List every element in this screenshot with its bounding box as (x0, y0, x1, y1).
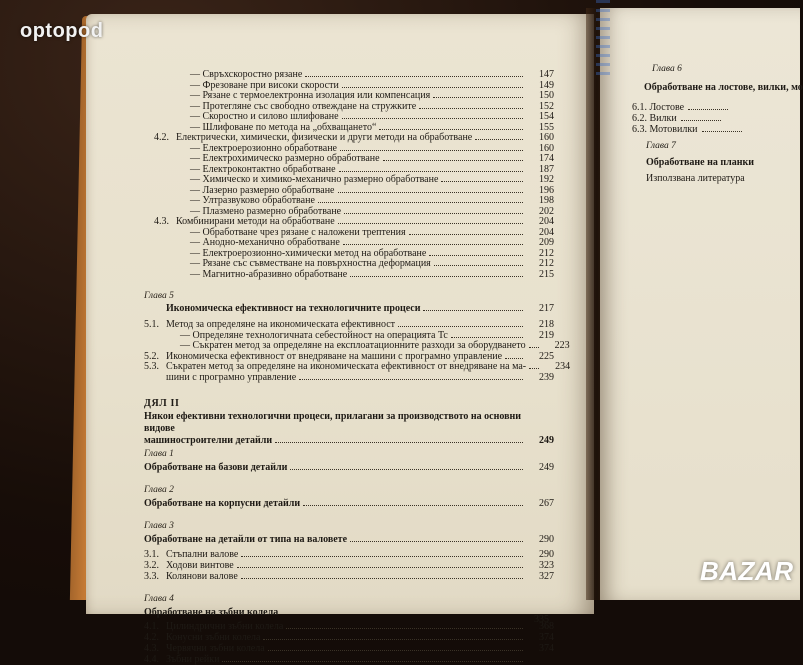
part-title-line: Някои ефективни технологични процеси, прилагани за производството на основни видове (144, 410, 522, 434)
toc-entry-number: 6.2. (632, 113, 650, 124)
dot-leader (423, 310, 523, 311)
toc-entry-title: Метод за определяне на икономическата ефективност (166, 319, 396, 330)
toc-entry-title: Електрически, химически, физически и други методи на обработване (176, 132, 473, 143)
toc-entry-page: 204 (539, 216, 554, 227)
dot-leader (268, 650, 523, 651)
toc-entry-page: 150 (539, 90, 554, 101)
toc-entry-page: 368 (539, 620, 554, 632)
toc-entry (632, 113, 721, 124)
dot-leader (342, 118, 523, 119)
toc-entry-page: 152 (539, 100, 554, 112)
toc-entry-number: 5.3. (144, 361, 159, 372)
dot-leader (241, 578, 523, 579)
toc-entry (168, 122, 554, 133)
watermark-text: optopod (20, 20, 104, 42)
toc-entry (168, 90, 554, 101)
toc-entry (168, 237, 554, 248)
dot-leader (303, 505, 523, 506)
toc-entry-page: 374 (539, 631, 554, 643)
toc-entry-page: 219 (539, 329, 554, 341)
toc-entry-number: 3.3. (144, 570, 159, 582)
toc-entry (144, 319, 554, 330)
toc-entry-title: — Електрохимическо размерно обработване (190, 153, 380, 164)
chapter-label: Глава 7 (646, 141, 676, 151)
toc-entry-page: 209 (539, 237, 554, 248)
toc-entry (144, 654, 554, 665)
toc-entry (168, 69, 554, 80)
toc-entry-page: 323 (539, 559, 554, 571)
toc-entry (168, 101, 554, 112)
chapter-title-line (144, 462, 554, 473)
chapter-page: 335 (534, 613, 549, 625)
toc-entry-page: 290 (539, 548, 554, 560)
toc-entry (168, 227, 554, 238)
chapter-title-line (144, 498, 554, 509)
dot-leader (338, 192, 524, 193)
dot-leader (529, 347, 539, 348)
toc-entry-title: Мотовилки (649, 124, 698, 135)
toc-entry-page: 187 (539, 163, 554, 175)
toc-entry-page: 215 (539, 268, 554, 280)
chapter-title-line (144, 534, 554, 545)
toc-entry (144, 571, 554, 582)
toc-entry-title: Комбинирани методи на обработване (176, 216, 335, 227)
toc-entry-title: — Магнитно-абразивно обработване (190, 268, 348, 280)
toc-entry (632, 102, 728, 113)
toc-entry (168, 174, 554, 185)
toc-entry-page: 204 (539, 226, 554, 238)
dot-leader (343, 244, 523, 245)
chapter-title: Обработване на лостове, вилки, мо (644, 82, 803, 93)
dot-leader (702, 131, 742, 132)
chapter-title: Обработване на зъбни колела (144, 606, 279, 618)
toc-entry-title: — Свръхскоростно рязане (190, 69, 303, 80)
chapter-label: Глава 6 (652, 64, 682, 74)
toc-entry (144, 351, 554, 362)
toc-entry (144, 549, 554, 560)
toc-entry-number: 4.2. (154, 132, 169, 143)
toc-entry-title: — Лазерно размерно обработване (190, 184, 335, 196)
toc-entry (144, 621, 554, 632)
toc-entry-number: 3.2. (144, 559, 159, 571)
part-title (144, 411, 554, 447)
toc-entry-page: 154 (539, 111, 554, 122)
chapter-page: 249 (539, 461, 554, 473)
toc-entry-title: — Определяне технологичната себестойност на операцията Tc (180, 329, 448, 341)
toc-entry-title: — Обработване чрез рязане с наложени трептения (190, 226, 406, 238)
toc-entry-number: 6.1. (632, 102, 650, 113)
toc-entry-title: — Рязане със съвместване на повърхностна деформация (190, 258, 431, 269)
part-page: 249 (539, 434, 554, 446)
dot-leader (429, 255, 523, 256)
toc-entry-title: — Шлифоване по метода на „обхващането“ (190, 121, 377, 133)
dot-leader (350, 541, 523, 542)
toc-entry-title: — Съкратен метод за определяне на експлоатационните разходи за оборудването (180, 340, 526, 351)
dot-leader (286, 628, 523, 629)
toc-entry-title: Икономическа ефективност от внедряване на машини с програмно управление (166, 350, 503, 362)
toc-entry-page: 212 (539, 247, 554, 259)
toc-entry-title: — Електроерозионно обработване (190, 142, 337, 154)
toc-entry (144, 361, 571, 372)
toc-entry-number: 3.1. (144, 548, 159, 560)
dot-leader (419, 108, 523, 109)
toc-entry-title: Вилки (649, 113, 677, 124)
toc-entry-title: — Електроконтактно обработване (190, 163, 336, 175)
dot-leader (305, 76, 523, 77)
toc-entry-page: 225 (539, 350, 554, 362)
toc-entry-page: 174 (539, 153, 554, 164)
dot-leader (339, 171, 523, 172)
toc-entry-number: 4.4. (144, 653, 159, 665)
toc-entry-number: 4.3. (144, 642, 159, 654)
chapter-title: Обработване на детайли от типа на валовете (144, 533, 348, 545)
dot-leader (383, 160, 523, 161)
toc-entry (158, 330, 554, 341)
chapter-title: Обработване на базови детайли (144, 461, 288, 473)
dot-leader (409, 234, 523, 235)
chapter-title: Обработване на планки (646, 157, 755, 168)
toc-entry-title: — Ултразвуково обработване (190, 195, 315, 206)
chapter-label: Глава 4 (144, 593, 174, 604)
toc-entry (144, 643, 554, 654)
dot-leader (688, 109, 728, 110)
toc-entry-page: 192 (539, 174, 554, 185)
toc-entry-page: 160 (539, 142, 554, 154)
toc-entry (168, 111, 554, 122)
toc-entry-page: 327 (539, 570, 554, 582)
chapter-label: Глава 1 (144, 448, 174, 459)
toc-entry (166, 372, 554, 383)
chapter-title-line (144, 607, 554, 618)
dot-leader (433, 97, 523, 98)
toc-entry-number: 4.1. (144, 620, 159, 632)
toc-entry-page: 149 (539, 79, 554, 91)
toc-entry-title: — Рязане с термоелектронна изолация или компенсация (190, 90, 431, 101)
chapter-title: Обработване на корпусни детайли (144, 497, 301, 509)
toc-entry-page: 223 (554, 340, 570, 351)
toc-entry-title: — Химическо и химико-механично размерно обработване (190, 174, 439, 185)
toc-entry (632, 124, 742, 135)
toc-entry (158, 340, 570, 351)
dot-leader (451, 337, 523, 338)
toc-entry (168, 143, 554, 154)
toc-entry (144, 560, 554, 571)
toc-entry-page: 202 (539, 205, 554, 217)
toc-entry-page: 160 (539, 132, 554, 143)
toc-entry-page: 147 (539, 69, 554, 80)
dot-leader (434, 265, 523, 266)
chapter-page: 290 (539, 533, 554, 545)
toc-entry-title: — Електроерозионно-химически метод на обработване (190, 247, 427, 259)
left-book-page (86, 14, 594, 665)
toc-entry-number: 5.1. (144, 319, 159, 330)
dot-leader (441, 181, 523, 182)
toc-entry (168, 195, 554, 206)
toc-entry-page: 212 (539, 258, 554, 269)
toc-entry-title: Цилиндрични зъбни колела (166, 620, 284, 632)
dot-leader (344, 213, 523, 214)
toc-entry-number: 5.2. (144, 350, 159, 362)
toc-entry (168, 248, 554, 259)
toc-entry-title: Червячни зъбни колела (166, 642, 265, 654)
toc-entry-title: Икономическа ефективност на технологичните процеси (166, 303, 421, 314)
part-title-text: машиностроителни детайли (144, 434, 273, 446)
dot-leader (505, 358, 523, 359)
toc-entry (168, 206, 554, 217)
toc-entry-page: 239 (539, 371, 554, 383)
dot-leader (475, 139, 523, 140)
dot-leader (379, 129, 523, 130)
right-book-page (600, 8, 803, 600)
toc-entry (154, 132, 554, 143)
dot-leader (241, 556, 523, 557)
toc-entry-page: 196 (539, 184, 554, 196)
dot-leader (342, 87, 523, 88)
chapter-page: 267 (539, 497, 554, 509)
toc-entry-page: 234 (555, 361, 571, 372)
toc-entry (168, 258, 554, 269)
toc-entry (154, 216, 554, 227)
dot-leader (275, 442, 523, 443)
part-title-line (144, 435, 554, 447)
chapter-label: Глава 2 (144, 484, 174, 495)
toc-entry (168, 269, 554, 280)
toc-entry-number: 6.3. (632, 124, 650, 135)
toc-entry-page: 218 (539, 319, 554, 330)
toc-entry-title: Лостове (649, 102, 685, 113)
toc-entry-title: Стъпални валове (166, 548, 239, 560)
chapter-label: Глава 5 (144, 291, 174, 301)
dot-leader (290, 469, 523, 470)
toc-entry (168, 80, 554, 91)
toc-entry-page: 374 (539, 642, 554, 654)
dot-leader (299, 379, 523, 380)
toc-entry-title: Конусни зъбни колела (166, 631, 261, 643)
dot-leader (237, 567, 523, 568)
toc-entry (168, 153, 554, 164)
bazar-logo: BAZAR (700, 556, 794, 586)
toc-entry-title: Зъбни рейки (166, 653, 220, 665)
dot-leader (340, 150, 523, 151)
toc-entry-title: шини с програмно управление (166, 371, 297, 383)
dot-leader (263, 639, 523, 640)
dot-leader (318, 202, 523, 203)
dot-leader (681, 120, 721, 121)
toc-entry-title: — Анодно-механично обработване (190, 237, 340, 248)
toc-entry-title: Ходови винтове (166, 559, 234, 571)
toc-entry-title: — Скоростно и силово шлифоване (190, 111, 339, 122)
part-label: ДЯЛ II (144, 397, 180, 409)
toc-entry-number: 4.2. (144, 631, 159, 643)
toc-entry-page: 155 (539, 121, 554, 133)
dot-leader (350, 276, 523, 277)
toc-entry (168, 164, 554, 175)
toc-entry-title: Колянови валове (166, 570, 238, 582)
dot-leader (338, 223, 523, 224)
dot-leader (529, 368, 539, 369)
toc-entry-title: Съкратен метод за определяне на икономическата ефективност от внедряване на ма- (166, 361, 527, 372)
dot-leader (222, 661, 523, 662)
toc-entry-number: 4.3. (154, 216, 169, 227)
toc-entry-page: 217 (539, 303, 554, 314)
chapter-label: Глава 3 (144, 520, 174, 531)
toc-entry-title: — Фрезоване при високи скорости (190, 79, 339, 91)
toc-entry-title: — Протегляне със свободно отвеждане на стружките (190, 100, 417, 112)
toc-entry (144, 632, 554, 643)
toc-entry (144, 303, 554, 314)
toc-entry-title: — Плазмено размерно обработване (190, 205, 342, 217)
dot-leader (398, 326, 523, 327)
blue-stain-marks (596, 0, 610, 80)
toc-entry (168, 185, 554, 196)
toc-entry-page: 198 (539, 195, 554, 206)
literature-entry: Използвана литература (646, 173, 745, 184)
